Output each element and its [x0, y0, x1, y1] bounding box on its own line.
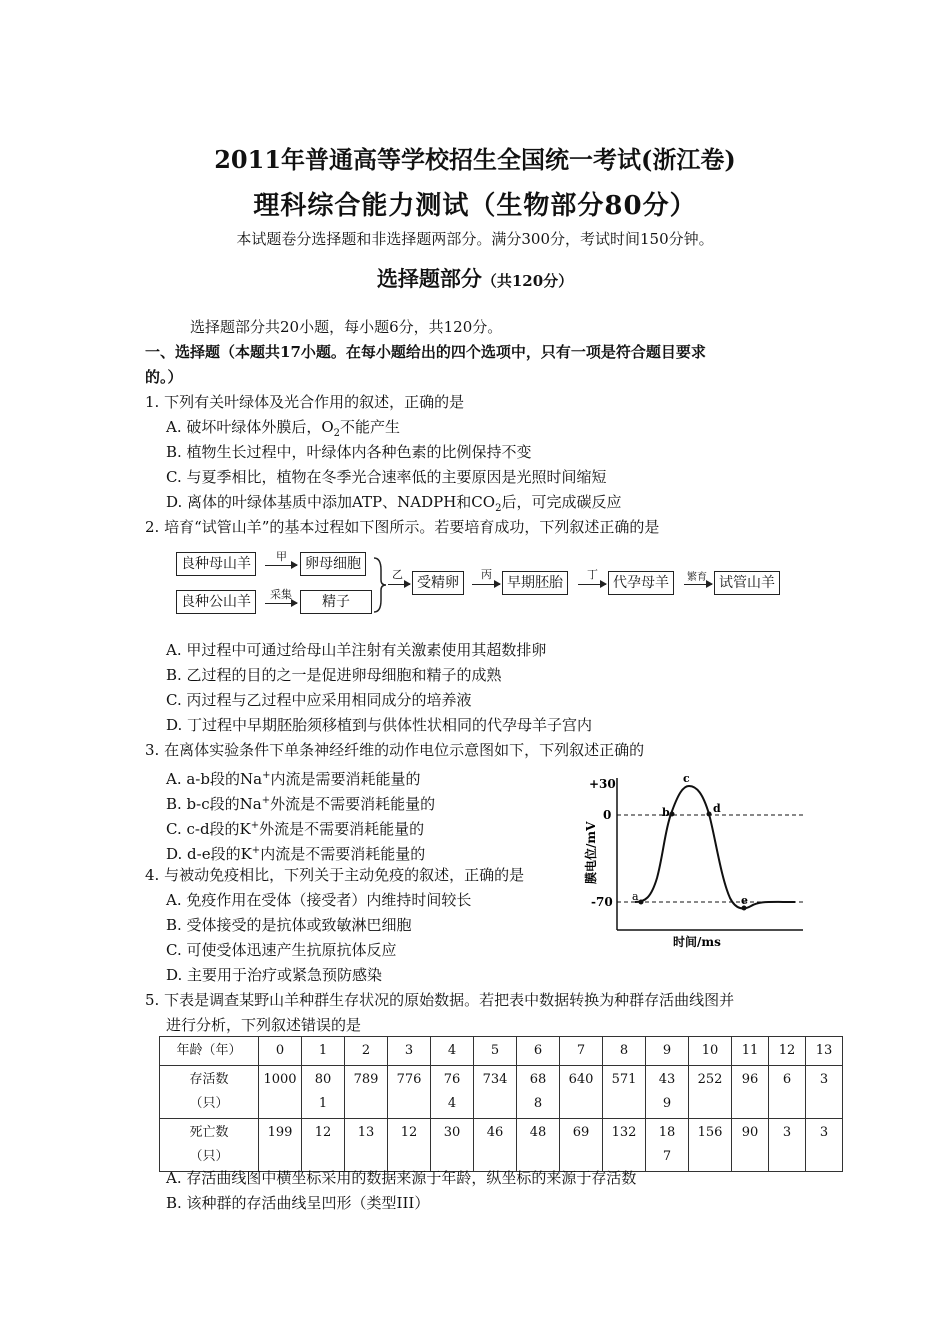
flow-label-yi: 乙 [392, 568, 403, 581]
flow-label-bing: 丙 [481, 568, 492, 581]
table-cell-dead: 46 [474, 1119, 517, 1172]
q3-option-c: C. c-d段的K+外流是不需要消耗能量的 [166, 820, 425, 838]
table-cell-alive: 80 1 [302, 1066, 345, 1119]
table-cell-age: 7 [560, 1037, 603, 1066]
table-cell-dead: 3 [769, 1119, 806, 1172]
section-title [0, 263, 950, 293]
point-d [707, 812, 712, 817]
table-cell-dead: 18 7 [646, 1119, 689, 1172]
survival-table [159, 1036, 843, 1172]
label-c: c [683, 772, 690, 785]
q1-option-a: A. 破坏叶绿体外膜后，$O_2$不能产生 [166, 418, 401, 439]
table-cell-alive: 3 [806, 1066, 843, 1119]
table-cell-age: 4 [431, 1037, 474, 1066]
label-b: b [662, 806, 670, 819]
flow-box-sperm: 精子 [300, 590, 372, 614]
table-cell-alive: 43 9 [646, 1066, 689, 1119]
table-cell-dead: 12 [302, 1119, 345, 1172]
table-cell-dead: 30 [431, 1119, 474, 1172]
q3-stem: 3. 在离体实验条件下单条神经纤维的动作电位示意图如下，下列叙述正确的 [145, 741, 645, 759]
table-cell-dead: 12 [388, 1119, 431, 1172]
table-cell-age: 6 [517, 1037, 560, 1066]
flow-box-egg: 卵母细胞 [300, 552, 366, 576]
q2-option-d: D. 丁过程中早期胚胎须移植到与供体性状相同的代孕母羊子宫内 [166, 716, 593, 734]
flow-brace [372, 556, 388, 614]
flow-arrow-caiji [265, 603, 297, 604]
flow-box-mother: 良种母山羊 [176, 552, 256, 576]
flow-box-zygote: 受精卵 [412, 571, 464, 595]
q4-option-b: B. 受体接受的是抗体或致敏淋巴细胞 [166, 916, 412, 934]
tick-minus70: -70 [591, 895, 613, 909]
point-b [670, 812, 675, 817]
table-cell-age: 2 [345, 1037, 388, 1066]
table-cell-age: 5 [474, 1037, 517, 1066]
flow-arrow-yi [388, 584, 410, 585]
q4-option-a: A. 免疫作用在受体（接受者）内维持时间较长 [166, 891, 472, 909]
x-axis-label: 时间/ms [673, 935, 721, 949]
flow-label-fanyu: 繁育 [687, 572, 707, 583]
table-cell-alive: 68 8 [517, 1066, 560, 1119]
table-header-alive: 存活数 （只） [160, 1066, 259, 1119]
table-cell-age: 12 [769, 1037, 806, 1066]
table-cell-alive: 1000 [259, 1066, 302, 1119]
section-desc: 选择题部分共20小题，每小题6分，共120分。 [190, 318, 503, 336]
q4-option-c: C. 可使受体迅速产生抗原抗体反应 [166, 941, 397, 959]
action-potential-graph [575, 768, 810, 950]
table-cell-alive: 734 [474, 1066, 517, 1119]
table-header-dead: 死亡数 （只） [160, 1119, 259, 1172]
table-cell-dead: 3 [806, 1119, 843, 1172]
table-cell-dead: 90 [732, 1119, 769, 1172]
table-cell-dead: 156 [689, 1119, 732, 1172]
table-cell-alive: 776 [388, 1066, 431, 1119]
y-axis-label: 膜电位/mV [584, 821, 598, 884]
table-cell-alive: 96 [732, 1066, 769, 1119]
flow-label-ding: 丁 [587, 568, 598, 581]
point-a [639, 900, 644, 905]
table-cell-alive: 640 [560, 1066, 603, 1119]
table-cell-dead: 132 [603, 1119, 646, 1172]
section-title-text: 选择题部分 [376, 266, 482, 291]
table-cell-alive: 571 [603, 1066, 646, 1119]
table-cell-dead: 48 [517, 1119, 560, 1172]
q5-option-b: B. 该种群的存活曲线呈凹形（类型III） [166, 1194, 430, 1212]
label-e: e [741, 894, 748, 907]
q2-option-a: A. 甲过程中可通过给母山羊注射有关激素使用其超数排卵 [166, 641, 547, 659]
q4-stem: 4. 与被动免疫相比，下列关于主动免疫的叙述，正确的是 [145, 866, 525, 884]
flow-arrow-bing [472, 584, 500, 585]
table-row-age [160, 1037, 843, 1066]
label-d: d [713, 802, 721, 815]
table-cell-age: 13 [806, 1037, 843, 1066]
q1-option-c: C. 与夏季相比，植物在冬季光合速率低的主要原因是光照时间缩短 [166, 468, 607, 486]
part-heading-line1: 一、选择题（本题共17小题。在每小题给出的四个选项中，只有一项是符合题目要求 [145, 343, 706, 361]
flow-arrow-jia [265, 565, 297, 566]
q3-option-d: D. d-e段的K+内流是不需要消耗能量的 [166, 845, 426, 863]
exam-subtitle: 理科综合能力测试（生物部分80分） [253, 191, 697, 221]
table-cell-dead: 69 [560, 1119, 603, 1172]
flow-box-surrogate: 代孕母羊 [608, 571, 674, 595]
q3-option-a: A. a-b段的Na+内流是需要消耗能量的 [166, 770, 421, 788]
flow-label-caiji: 采集 [270, 588, 292, 601]
q5-stem-line1: 5. 下表是调查某野山羊种群生存状况的原始数据。若把表中数据转换为种群存活曲线图并 [145, 991, 735, 1009]
table-cell-dead: 199 [259, 1119, 302, 1172]
q3-option-b: B. b-c段的Na+外流是不需要消耗能量的 [166, 795, 436, 813]
table-row-alive [160, 1066, 843, 1119]
q1-option-b: B. 植物生长过程中，叶绿体内各种色素的比例保持不变 [166, 443, 532, 461]
flow-arrow-ding [578, 584, 606, 585]
exam-note: 本试题卷分选择题和非选择题两部分。满分300分，考试时间150分钟。 [236, 230, 714, 248]
table-cell-alive: 789 [345, 1066, 388, 1119]
table-header-age: 年龄（年） [160, 1037, 259, 1066]
tick-plus30: +30 [589, 777, 616, 791]
flow-box-result: 试管山羊 [714, 571, 780, 595]
flow-box-father: 良种公山羊 [176, 590, 256, 614]
q5-stem-line2: 进行分析，下列叙述错误的是 [166, 1016, 362, 1034]
q2-option-c: C. 丙过程与乙过程中应采用相同成分的培养液 [166, 691, 472, 709]
q2-stem: 2. 培育“试管山羊”的基本过程如下图所示。若要培育成功，下列叙述正确的是 [145, 518, 660, 536]
exam-title: 2011年普通高等学校招生全国统一考试(浙江卷) [214, 145, 736, 174]
table-cell-age: 8 [603, 1037, 646, 1066]
q5-option-a: A. 存活曲线图中横坐标采用的数据来源于年龄，纵坐标的来源于存活数 [166, 1169, 637, 1187]
table-cell-age: 9 [646, 1037, 689, 1066]
table-cell-alive: 252 [689, 1066, 732, 1119]
tick-zero: 0 [603, 808, 612, 822]
q1-option-d: D. 离体的叶绿体基质中添加ATP、NADPH和$CO_2$后，可完成碳反应 [166, 493, 622, 514]
q4-option-d: D. 主要用于治疗或紧急预防感染 [166, 966, 383, 984]
table-cell-alive: 76 4 [431, 1066, 474, 1119]
table-cell-age: 3 [388, 1037, 431, 1066]
q1-stem: 1. 下列有关叶绿体及光合作用的叙述，正确的是 [145, 393, 465, 411]
table-cell-dead: 13 [345, 1119, 388, 1172]
q2-option-b: B. 乙过程的目的之一是促进卵母细胞和精子的成熟 [166, 666, 502, 684]
part-heading-line2: 的。） [145, 368, 183, 386]
table-row-dead [160, 1119, 843, 1172]
table-cell-alive: 6 [769, 1066, 806, 1119]
table-cell-age: 10 [689, 1037, 732, 1066]
flow-arrow-fanyu [684, 584, 712, 585]
flow-box-embryo: 早期胚胎 [502, 571, 568, 595]
section-score: （共120分） [481, 272, 574, 290]
label-a: a [632, 890, 639, 903]
flow-label-jia: 甲 [276, 550, 287, 563]
table-cell-age: 0 [259, 1037, 302, 1066]
table-cell-age: 11 [732, 1037, 769, 1066]
table-cell-age: 1 [302, 1037, 345, 1066]
